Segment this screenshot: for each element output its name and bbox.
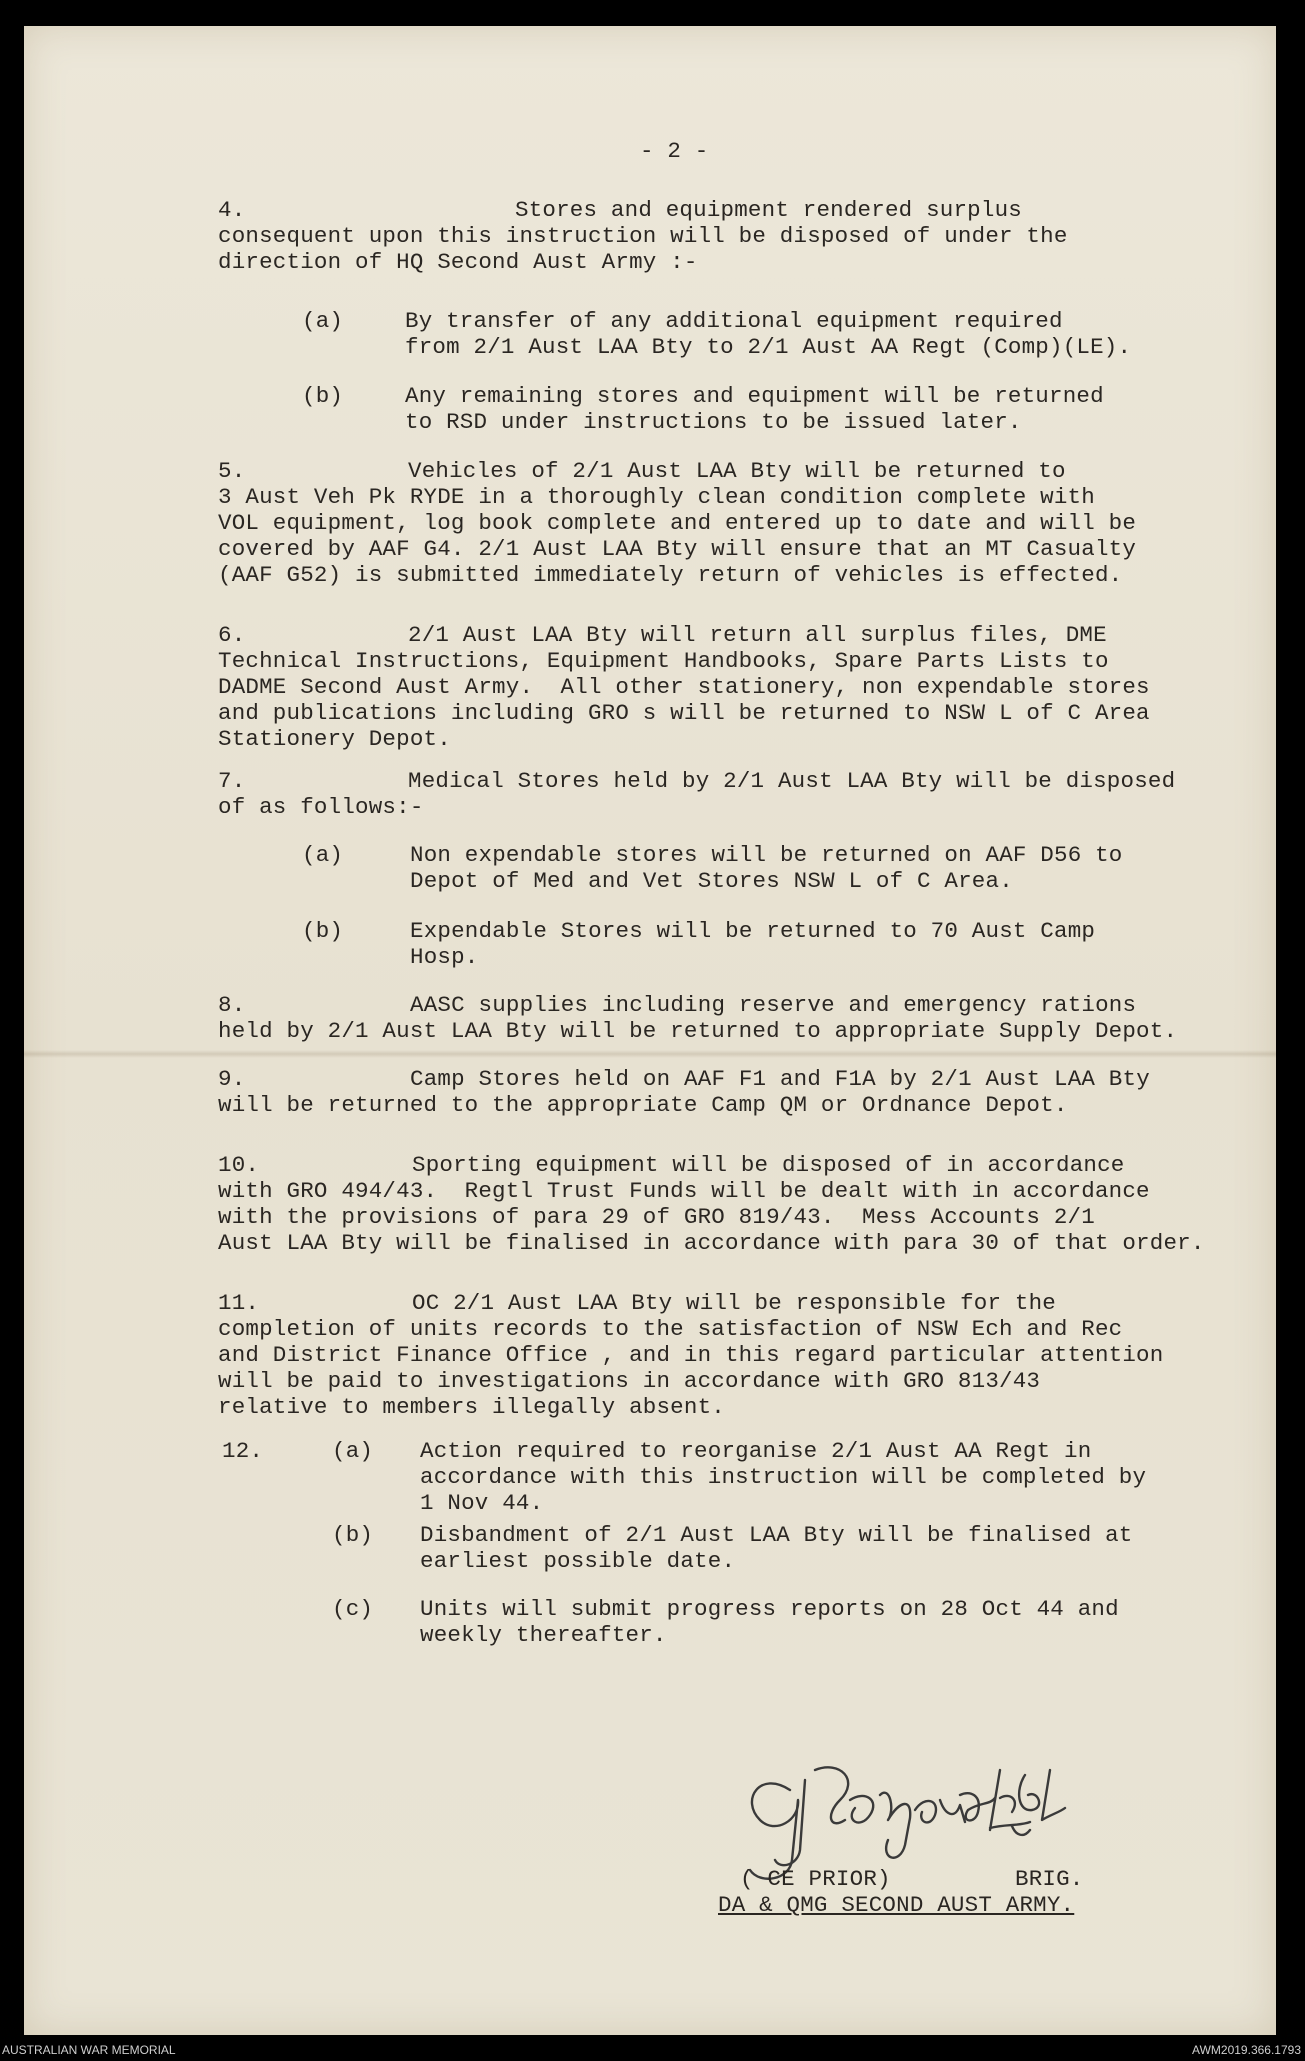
para-12b-line-1: Disbandment of 2/1 Aust LAA Bty will be finalised at xyxy=(420,1522,1133,1548)
para-12-number: 12. xyxy=(222,1438,264,1464)
footer-institution: AUSTRALIAN WAR MEMORIAL xyxy=(2,2043,176,2057)
para-10-line-3: with the provisions of para 29 of GRO 819/43. Mess Accounts 2/1 xyxy=(218,1204,1095,1230)
para-6-number: 6. xyxy=(218,622,246,648)
para-10-number: 10. xyxy=(218,1152,260,1178)
para-6-line-5: Stationery Depot. xyxy=(218,726,451,752)
para-12a-label: (a) xyxy=(332,1438,374,1464)
para-12c-line-2: weekly thereafter. xyxy=(420,1622,667,1648)
para-4-line-3: direction of HQ Second Aust Army :- xyxy=(218,249,698,275)
footer-accession-number: AWM2019.366.1793 xyxy=(1192,2043,1301,2057)
para-6-line-2: Technical Instructions, Equipment Handbooks, Spare Parts Lists to xyxy=(218,648,1109,674)
para-7b-label: (b) xyxy=(302,918,344,944)
para-12a-line-1: Action required to reorganise 2/1 Aust AA Regt in xyxy=(420,1438,1092,1464)
para-6-line-4: and publications including GRO s will be returned to NSW L of C Area xyxy=(218,700,1150,726)
para-8-line-2: held by 2/1 Aust LAA Bty will be returned to appropriate Supply Depot. xyxy=(218,1018,1178,1044)
para-7-number: 7. xyxy=(218,768,246,794)
signatory-name: ( CE PRIOR) xyxy=(740,1866,891,1892)
para-7a-line-1: Non expendable stores will be returned on AAF D56 to xyxy=(410,842,1123,868)
signatory-rank: BRIG. xyxy=(1015,1866,1084,1892)
para-11-line-1: OC 2/1 Aust LAA Bty will be responsible for the xyxy=(412,1290,1057,1316)
para-11-number: 11. xyxy=(218,1290,260,1316)
para-5-line-3: VOL equipment, log book complete and entered up to date and will be xyxy=(218,510,1137,536)
para-7a-line-2: Depot of Med and Vet Stores NSW L of C Area. xyxy=(410,868,1013,894)
para-5-number: 5. xyxy=(218,458,246,484)
para-8-number: 8. xyxy=(218,992,246,1018)
para-12a-line-3: 1 Nov 44. xyxy=(420,1490,544,1516)
para-7-line-1: Medical Stores held by 2/1 Aust LAA Bty will be disposed xyxy=(408,768,1176,794)
para-11-line-2: completion of units records to the satisfaction of NSW Ech and Rec xyxy=(218,1316,1123,1342)
para-12c-line-1: Units will submit progress reports on 28 Oct 44 and xyxy=(420,1596,1119,1622)
para-7b-line-2: Hosp. xyxy=(410,944,479,970)
para-5-line-5: (AAF G52) is submitted immediately return of vehicles is effected. xyxy=(218,562,1123,588)
para-11-line-5: relative to members illegally absent. xyxy=(218,1394,725,1420)
para-4b-label: (b) xyxy=(302,383,344,409)
para-10-line-1: Sporting equipment will be disposed of in accordance xyxy=(412,1152,1125,1178)
para-12c-label: (c) xyxy=(332,1596,374,1622)
para-4a-line-1: By transfer of any additional equipment required xyxy=(405,308,1063,334)
para-5-line-1: Vehicles of 2/1 Aust LAA Bty will be returned to xyxy=(408,458,1066,484)
para-5-line-2: 3 Aust Veh Pk RYDE in a thoroughly clean condition complete with xyxy=(218,484,1095,510)
para-10-line-4: Aust LAA Bty will be finalised in accordance with para 30 of that order. xyxy=(218,1230,1205,1256)
para-7b-line-1: Expendable Stores will be returned to 70 Aust Camp xyxy=(410,918,1096,944)
para-12b-line-2: earliest possible date. xyxy=(420,1548,736,1574)
para-6-line-1: 2/1 Aust LAA Bty will return all surplus files, DME xyxy=(408,622,1107,648)
para-4-number: 4. xyxy=(218,197,246,223)
signatory-title: DA & QMG SECOND AUST ARMY. xyxy=(718,1892,1075,1918)
para-4a-line-2: from 2/1 Aust LAA Bty to 2/1 Aust AA Regt (Comp)(LE). xyxy=(405,334,1132,360)
para-9-line-2: will be returned to the appropriate Camp QM or Ordnance Depot. xyxy=(218,1092,1068,1118)
para-5-line-4: covered by AAF G4. 2/1 Aust LAA Bty will ensure that an MT Casualty xyxy=(218,536,1137,562)
para-4-line-2: consequent upon this instruction will be disposed of under the xyxy=(218,223,1068,249)
para-4b-line-1: Any remaining stores and equipment will be returned xyxy=(405,383,1104,409)
para-12b-label: (b) xyxy=(332,1522,374,1548)
para-9-number: 9. xyxy=(218,1066,246,1092)
para-4b-line-2: to RSD under instructions to be issued later. xyxy=(405,409,1022,435)
para-11-line-3: and District Finance Office , and in this regard particular attention xyxy=(218,1342,1164,1368)
para-4a-label: (a) xyxy=(302,308,344,334)
paper-fold xyxy=(24,1050,1276,1058)
page-number: - 2 - xyxy=(640,138,709,164)
para-4-line-1: Stores and equipment rendered surplus xyxy=(515,197,1022,223)
para-7a-label: (a) xyxy=(302,842,344,868)
para-7-line-2: of as follows:- xyxy=(218,794,424,820)
para-12a-line-2: accordance with this instruction will be completed by xyxy=(420,1464,1147,1490)
para-10-line-2: with GRO 494/43. Regtl Trust Funds will be dealt with in accordance xyxy=(218,1178,1150,1204)
para-9-line-1: Camp Stores held on AAF F1 and F1A by 2/1 Aust LAA Bty xyxy=(410,1066,1150,1092)
para-6-line-3: DADME Second Aust Army. All other stationery, non expendable stores xyxy=(218,674,1150,700)
para-11-line-4: will be paid to investigations in accordance with GRO 813/43 xyxy=(218,1368,1041,1394)
para-8-line-1: AASC supplies including reserve and emergency rations xyxy=(410,992,1137,1018)
